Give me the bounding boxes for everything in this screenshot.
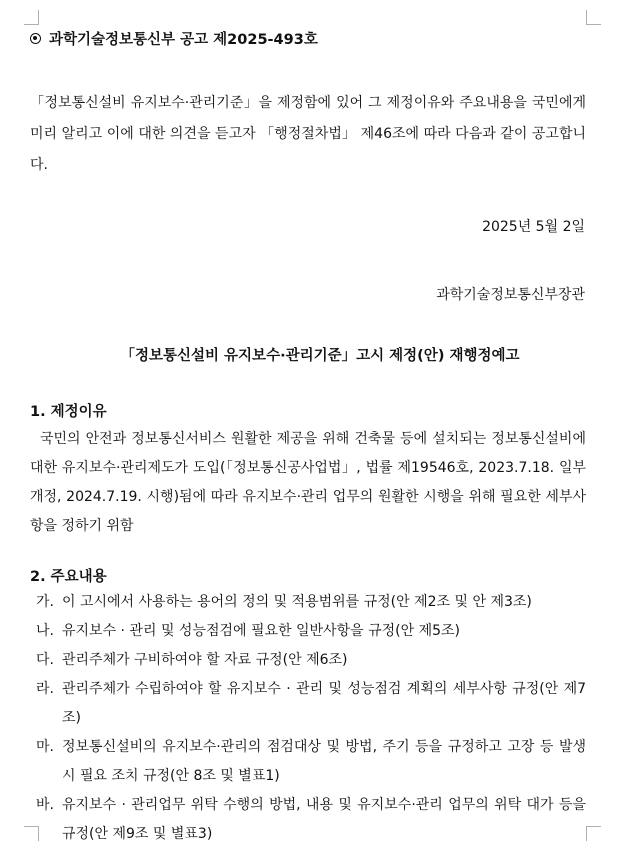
main-contents-list [36, 588, 586, 849]
section-contents-heading: 2. 주요내용 [30, 569, 107, 585]
announcement-header [30, 28, 318, 49]
intro-paragraph: 「정보통신설비 유지보수·관리기준」을 제정함에 있어 그 제정이유와 주요내용을 국민에게 미리 알리고 이에 대한 의견을 듣고자 「행정절차법」 제46조에 따라 다음과 같이 공고합니다. [30, 95, 586, 173]
list-item [36, 791, 586, 849]
list-item-marker: 가. [36, 594, 54, 610]
announcement-number: 과학기술정보통신부 공고 제2025-493호 [49, 32, 318, 48]
list-item [36, 617, 586, 646]
section-reason-body: 국민의 안전과 정보통신서비스 원활한 제공을 위해 건축물 등에 설치되는 정보통신설비에 대한 유지보수·관리제도가 도입(「정보통신공사업법」, 법률 제19546호, 2023.7.18. 일부개정, 2024.7.19. 시행)됨에 따라 유지보수·관리 업무의 원활한 시행을 위해 필요한 세부사항을 정하기 위함 [30, 431, 586, 534]
announcement-date: 2025년 5월 2일 [482, 219, 585, 235]
circle-dot-icon [30, 33, 41, 44]
list-item-marker: 다. [36, 652, 54, 668]
page-corner-mark-top-right [586, 10, 601, 25]
list-item-marker: 나. [36, 623, 54, 639]
list-item [36, 588, 586, 617]
section-reason-heading: 1. 제정이유 [30, 404, 107, 420]
list-item-text: 관리주체가 수립하여야 할 유지보수 · 관리 및 성능점검 계획의 세부사항 규정(안 제7조) [62, 681, 586, 726]
page-corner-mark-top-left [24, 10, 39, 25]
document-title: 「정보통신설비 유지보수·관리기준」고시 제정(안) 재행정예고 [120, 348, 520, 364]
list-item [36, 675, 586, 733]
list-item-text: 이 고시에서 사용하는 용어의 정의 및 적용범위를 규정(안 제2조 및 안 제3조) [62, 594, 532, 610]
list-item-text: 유지보수 · 관리 및 성능점검에 필요한 일반사항을 규정(안 제5조) [62, 623, 460, 639]
list-item-marker: 마. [36, 739, 54, 755]
issuing-minister: 과학기술정보통신부장관 [436, 287, 585, 303]
list-item-marker: 라. [36, 681, 54, 697]
list-item [36, 733, 586, 791]
list-item [36, 646, 586, 675]
list-item-marker: 바. [36, 797, 54, 813]
list-item-text: 유지보수 · 관리업무 위탁 수행의 방법, 내용 및 유지보수·관리 업무의 위탁 대가 등을 규정(안 제9조 및 별표3) [62, 797, 586, 842]
list-item-text: 관리주체가 구비하여야 할 자료 규정(안 제6조) [62, 652, 348, 668]
page-corner-mark-bottom-right [586, 826, 601, 841]
list-item-text: 정보통신설비의 유지보수·관리의 점검대상 및 방법, 주기 등을 규정하고 고장 등 발생 시 필요 조치 규정(안 8조 및 별표1) [62, 739, 586, 784]
